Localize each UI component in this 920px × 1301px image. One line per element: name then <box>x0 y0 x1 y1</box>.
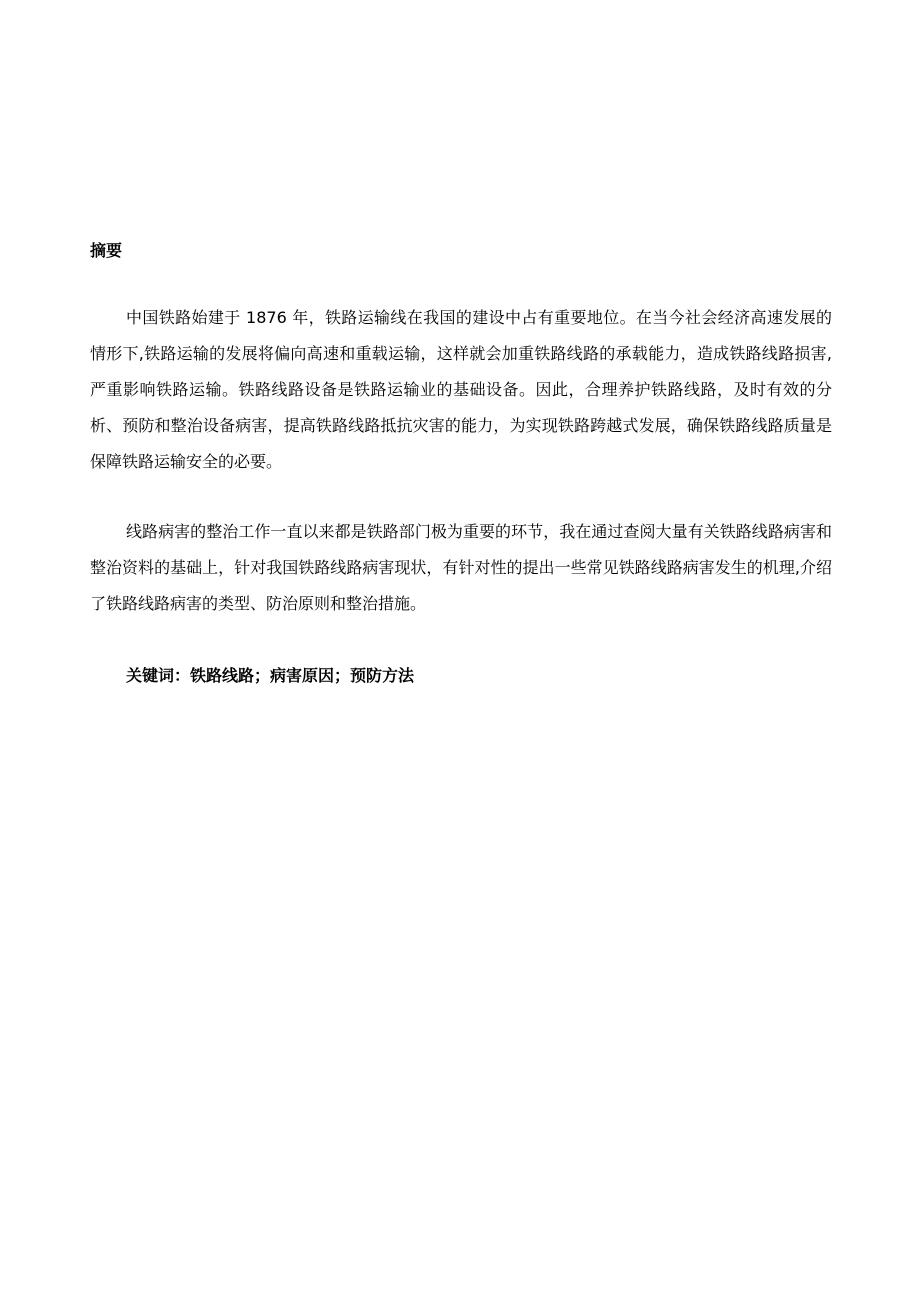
keywords-line: 关键词：铁路线路；病害原因；预防方法 <box>126 666 415 685</box>
abstract-paragraph-2: 线路病害的整治工作一直以来都是铁路部门极为重要的环节，我在通过查阅大量有关铁路线路病害和整治资料的基础上，针对我国铁路线路病害现状，有针对性的提出一些常见铁路线路病害发生的机理,介绍了铁路线路病害的类型、防治原则和整治措施。 <box>90 522 832 613</box>
abstract-paragraph-1: 中国铁路始建于 1876 年，铁路运输线在我国的建设中占有重要地位。在当今社会经济高速发展的情形下,铁路运输的发展将偏向高速和重载运输，这样就会加重铁路线路的承载能力，造成铁路线路损害,严重影响铁路运输。铁路线路设备是铁路运输业的基础设备。因此，合理养护铁路线路，及时有效的分析、预防和整治设备病害，提高铁路线路抵抗灾害的能力，为实现铁路跨越式发展，确保铁路线路质量是保障铁路运输安全的必要。 <box>90 308 832 471</box>
abstract-heading: 摘要 <box>90 241 123 260</box>
